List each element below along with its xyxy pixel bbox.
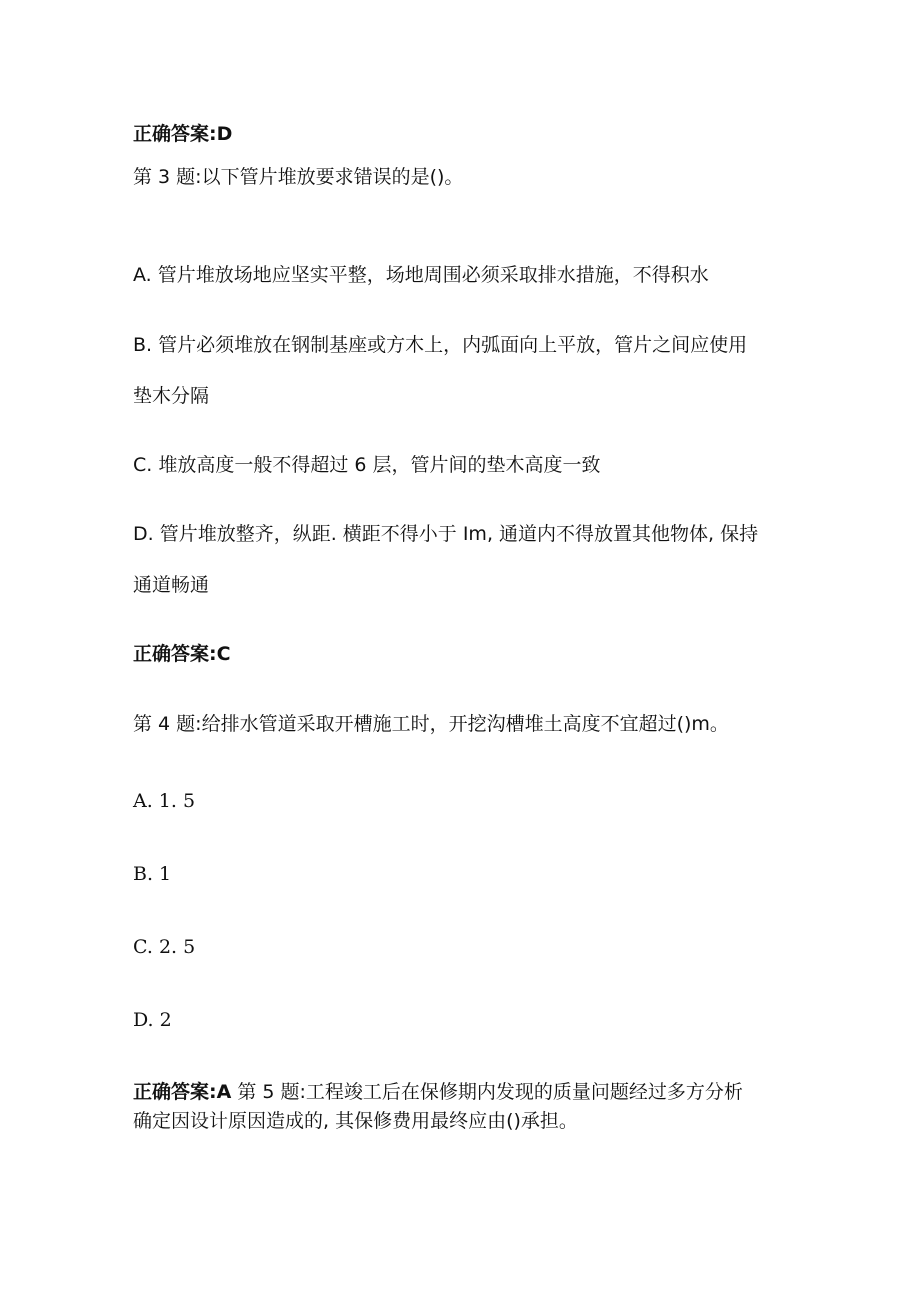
question-3-option-c: C. 堆放高度一般不得超过 6 层，管片间的垫木高度一致 [133,454,601,476]
question-3-option-d-line1: D. 管片堆放整齐，纵距. 横距不得小于 Im, 通道内不得放置其他物体, 保持 [133,523,759,545]
question-3-option-b-line2: 垫木分隔 [133,385,210,407]
question-5-stem-line2: 确定因设计原因造成的, 其保修费用最终应由()承担。 [133,1110,578,1132]
question-5-stem-line1 [133,1080,743,1104]
answer-q2: 正确答案:D [133,123,233,145]
question-3-stem: 第 3 题:以下管片堆放要求错误的是()。 [133,166,464,188]
answer-q4: 正确答案:A [133,1081,232,1103]
question-5-stem-text: 第 5 题:工程竣工后在保修期内发现的质量问题经过多方分析 [231,1081,743,1103]
question-4-option-c: C. 2. 5 [133,936,196,958]
question-4-stem: 第 4 题:给排水管道采取开槽施工时，开挖沟槽堆土高度不宜超过()m。 [133,713,729,735]
question-4-option-b: B. 1 [133,863,172,885]
question-3-option-a: A. 管片堆放场地应坚实平整，场地周围必须采取排水措施，不得积水 [133,264,709,286]
question-4-option-d: D. 2 [133,1009,172,1031]
question-4-option-a: A. 1. 5 [133,790,196,812]
answer-q3: 正确答案:C [133,643,231,665]
question-3-option-d-line2: 通道畅通 [133,574,210,596]
question-3-option-b-line1: B. 管片必须堆放在钢制基座或方木上，内弧面向上平放，管片之间应使用 [133,334,748,356]
